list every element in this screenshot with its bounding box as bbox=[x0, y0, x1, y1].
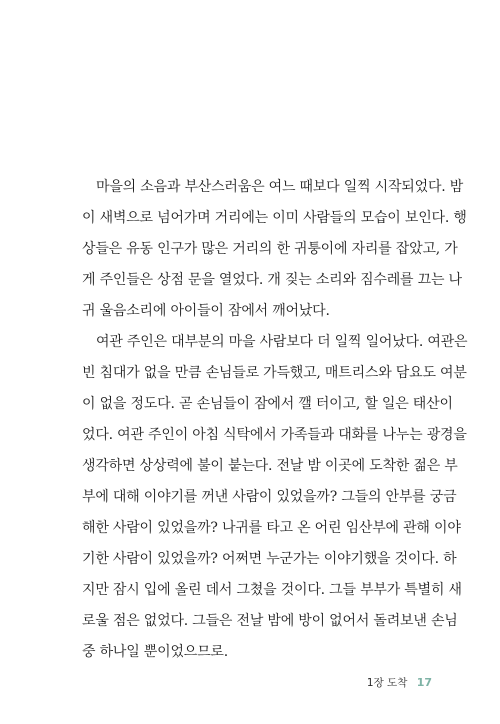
text-line: 이 새벽으로 넘어가며 거리에는 이미 사람들의 모습이 보인다. 행 bbox=[82, 210, 467, 226]
text-line: 빈 침대가 없을 만큼 손님들로 가득했고, 매트리스와 담요도 여분 bbox=[82, 365, 467, 381]
text-line: 이 없을 정도다. 곧 손님들이 잠에서 깰 터이고, 할 일은 태산이 bbox=[82, 396, 453, 412]
text-line: 여관 주인은 대부분의 마을 사람보다 더 일찍 일어났다. 여관은 bbox=[96, 334, 468, 350]
text-line: 었다. 여관 주인이 아침 식탁에서 가족들과 대화를 나누는 광경을 bbox=[82, 427, 467, 443]
text-line: 생각하면 상상력에 불이 붙는다. 전날 밤 이곳에 도착한 젊은 부 bbox=[82, 458, 458, 474]
text-line: 게 주인들은 상점 문을 열었다. 개 짖는 소리와 짐수레를 끄는 나 bbox=[82, 272, 462, 288]
text-line: 해한 사람이 있었을까? 나귀를 타고 온 어린 임산부에 관해 이야 bbox=[82, 520, 461, 536]
text-line: 기한 사람이 있었을까? 어쩌면 누군가는 이야기했을 것이다. 하 bbox=[82, 551, 457, 567]
paragraph-2 bbox=[82, 327, 468, 668]
text-line: 부에 대해 이야기를 꺼낸 사람이 있었을까? 그들의 안부를 궁금 bbox=[82, 489, 457, 505]
text-line: 지만 잠시 입에 올린 데서 그쳤을 것이다. 그들 부부가 특별히 새 bbox=[82, 582, 462, 598]
page-footer bbox=[367, 676, 432, 690]
text-line: 마을의 소음과 부산스러움은 여느 때보다 일찍 시작되었다. 밤 bbox=[96, 179, 464, 195]
text-line: 상들은 유동 인구가 많은 거리의 한 귀퉁이에 자리를 잡았고, 가 bbox=[82, 241, 458, 257]
text-line: 귀 울음소리에 아이들이 잠에서 깨어났다. bbox=[82, 303, 330, 319]
paragraph-1 bbox=[82, 172, 467, 327]
body-text bbox=[82, 172, 468, 668]
page-number: 17 bbox=[416, 676, 432, 689]
text-line: 중 하나일 뿐이었으므로. bbox=[82, 644, 228, 660]
chapter-label: 1장 도착 bbox=[366, 677, 408, 689]
text-line: 로울 점은 없었다. 그들은 전날 밤에 방이 없어서 돌려보낸 손님 bbox=[82, 613, 458, 629]
